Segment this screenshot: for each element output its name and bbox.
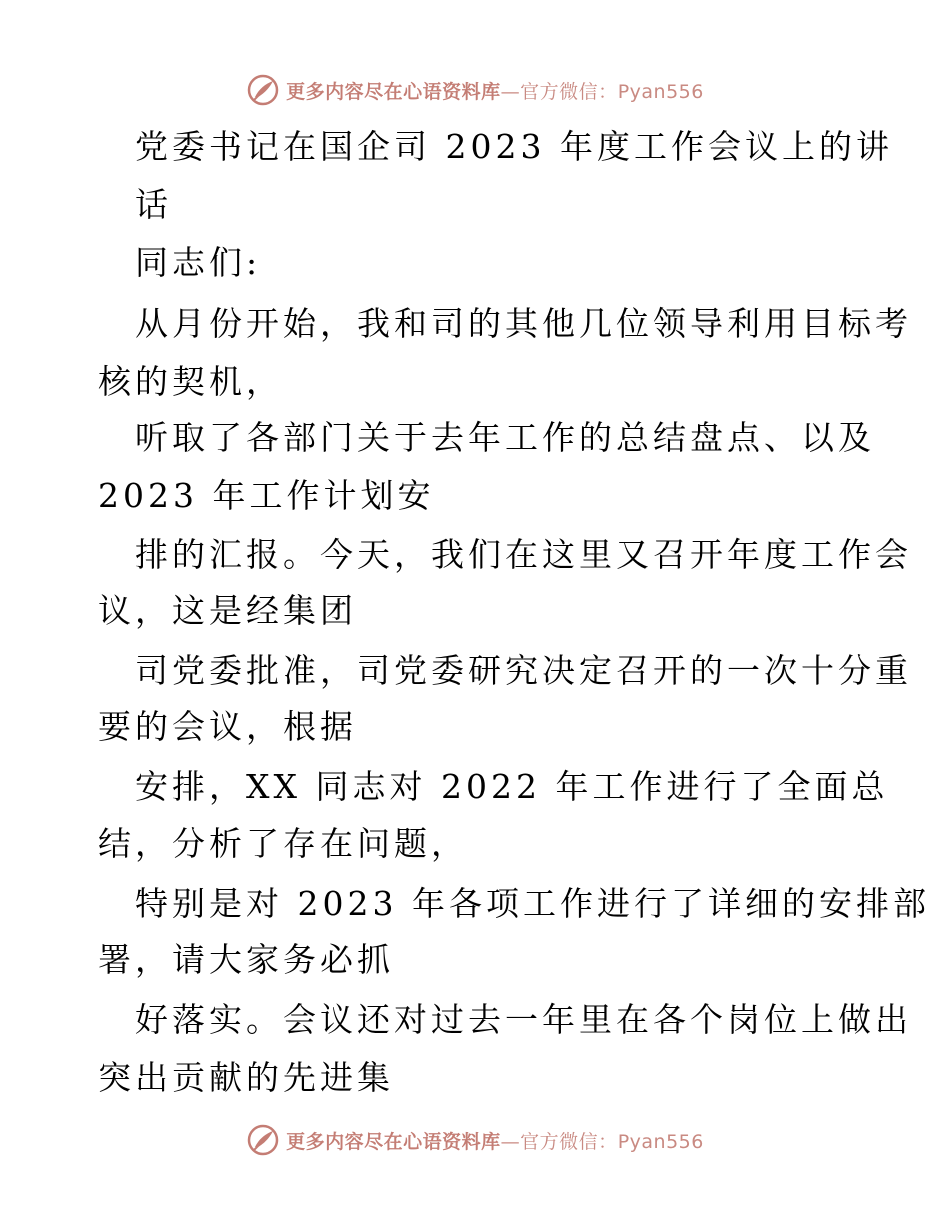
watermark-suffix: —官方微信： xyxy=(500,1130,618,1153)
paragraph-line: 好落实。会议还对过去一年里在各个岗位上做出 xyxy=(135,1000,912,1039)
salutation: 同志们: xyxy=(135,243,262,282)
paragraph-line: 听取了各部门关于去年工作的总结盘点、以及 xyxy=(135,418,875,457)
paragraph-line: 议，这是经集团 xyxy=(98,591,357,630)
watermark-text xyxy=(286,1127,704,1154)
paragraph-line: 安排，XX 同志对 2022 年工作进行了全面总 xyxy=(135,767,889,806)
doc-title-line-1: 党委书记在国企司 2023 年度工作会议上的讲 xyxy=(135,127,893,166)
paragraph-line: 司党委批准，司党委研究决定召开的一次十分重 xyxy=(135,651,912,690)
watermark-account: Pyan556 xyxy=(617,1130,704,1153)
paragraph-line: 署，请大家务必抓 xyxy=(98,940,394,979)
paragraph-line: 2023 年工作计划安 xyxy=(98,476,435,515)
quill-logo-icon xyxy=(246,1123,280,1157)
watermark-brand: 更多内容尽在心语资料库 xyxy=(286,1130,501,1153)
watermark-account: Pyan556 xyxy=(617,80,704,103)
paragraph-line: 从月份开始，我和司的其他几位领导利用目标考 xyxy=(135,304,912,343)
paragraph-line: 特别是对 2023 年各项工作进行了详细的安排部 xyxy=(135,884,930,923)
doc-title-line-2: 话 xyxy=(135,185,172,224)
watermark-brand: 更多内容尽在心语资料库 xyxy=(286,80,501,103)
watermark-suffix: —官方微信： xyxy=(500,80,618,103)
paragraph-line: 结，分析了存在问题， xyxy=(98,824,468,863)
paragraph-line: 要的会议，根据 xyxy=(98,707,357,746)
watermark-footer xyxy=(0,1120,950,1160)
paragraph-line: 核的契机， xyxy=(98,362,283,401)
paragraph-line: 排的汇报。今天，我们在这里又召开年度工作会 xyxy=(135,535,912,574)
paragraph-line: 突出贡献的先进集 xyxy=(98,1058,394,1097)
